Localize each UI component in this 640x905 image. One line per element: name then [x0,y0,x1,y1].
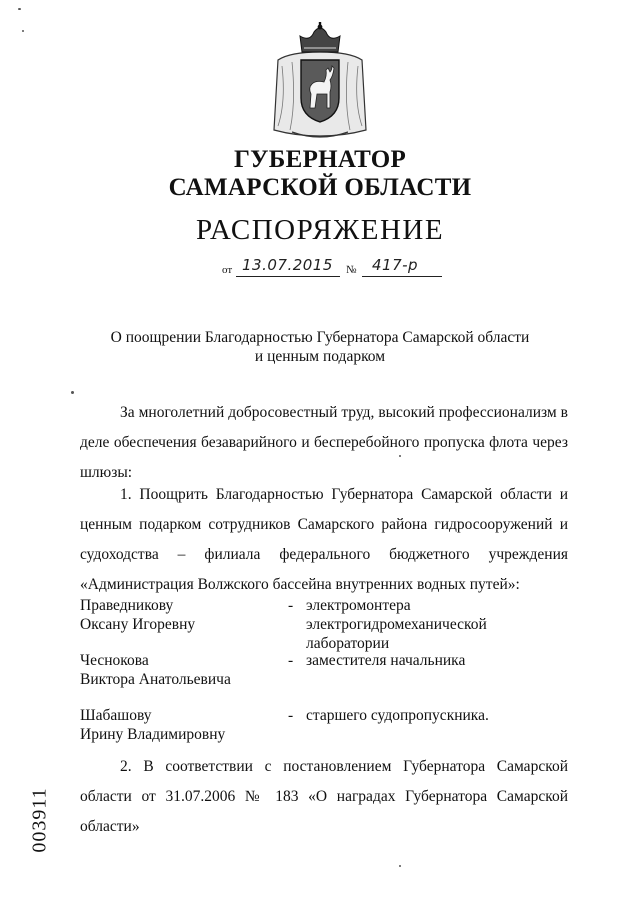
person-role: старшего судопропускника. [306,707,489,724]
document-type: РАСПОРЯЖЕНИЕ [195,214,445,246]
number-value: 417-р [372,256,419,274]
scan-speck [399,455,401,457]
scan-speck [399,865,401,867]
person-row [80,651,568,691]
person-name [80,651,280,689]
scan-speck [22,30,24,32]
person-row [80,706,568,746]
person-role: электромонтера электрогидромеханической лаборатории [306,597,487,652]
item-2-paragraph: 2. В соответствии с постановлением Губернатора Самарской области от 31.07.2006 № 183 «О наградах Губернатора Самарской области» [80,758,568,835]
subject-line-1: О поощрении Благодарностью Губернатора Самарской области [110,329,530,346]
person-given-names: Оксану Игоревну [80,616,196,633]
person-given-names: Виктора Анатольевича [80,671,231,688]
date-value: 13.07.2015 [242,256,333,274]
person-dash: - [288,652,294,669]
person-surname: Шабашову [80,707,152,724]
document-subject [0,328,640,366]
person-surname: Праведникову [80,597,174,614]
intro-paragraph: За многолетний добросовестный труд, высокий профессионализм в деле обеспечения безаварийного и бесперебойного пропуска флота через шлюзы: [80,404,568,481]
person-dash: - [288,597,294,614]
person-row [80,596,568,652]
person-given-names: Ирину Владимировну [80,726,226,743]
number-label: № [346,264,357,276]
person-surname: Чеснокова [80,652,149,669]
date-number-line [222,258,452,280]
person-name [80,706,280,744]
scan-speck [18,8,21,10]
margin-stamp [20,770,60,870]
issuer-line-1: ГУБЕРНАТОР [233,146,407,173]
number-underline [362,276,442,277]
item-1-paragraph: 1. Поощрить Благодарностью Губернатора Самарской области и ценным подарком сотрудников Самарского района гидросооружений и судоходства – филиала федерального бюджетного учреждения «Администрация Волжского бассейна внутренних водных путей»: [80,486,568,593]
person-name [80,596,280,634]
person-dash: - [288,707,294,724]
date-label: от [222,264,233,276]
margin-stamp-number: 003911 [28,787,51,853]
scan-speck [71,391,74,394]
person-role: заместителя начальника [306,652,466,669]
coat-of-arms-icon [270,22,370,142]
issuer-line-2: САМАРСКОЙ ОБЛАСТИ [168,174,472,201]
date-underline [236,276,340,277]
subject-line-2: и ценным подарком [254,348,386,365]
